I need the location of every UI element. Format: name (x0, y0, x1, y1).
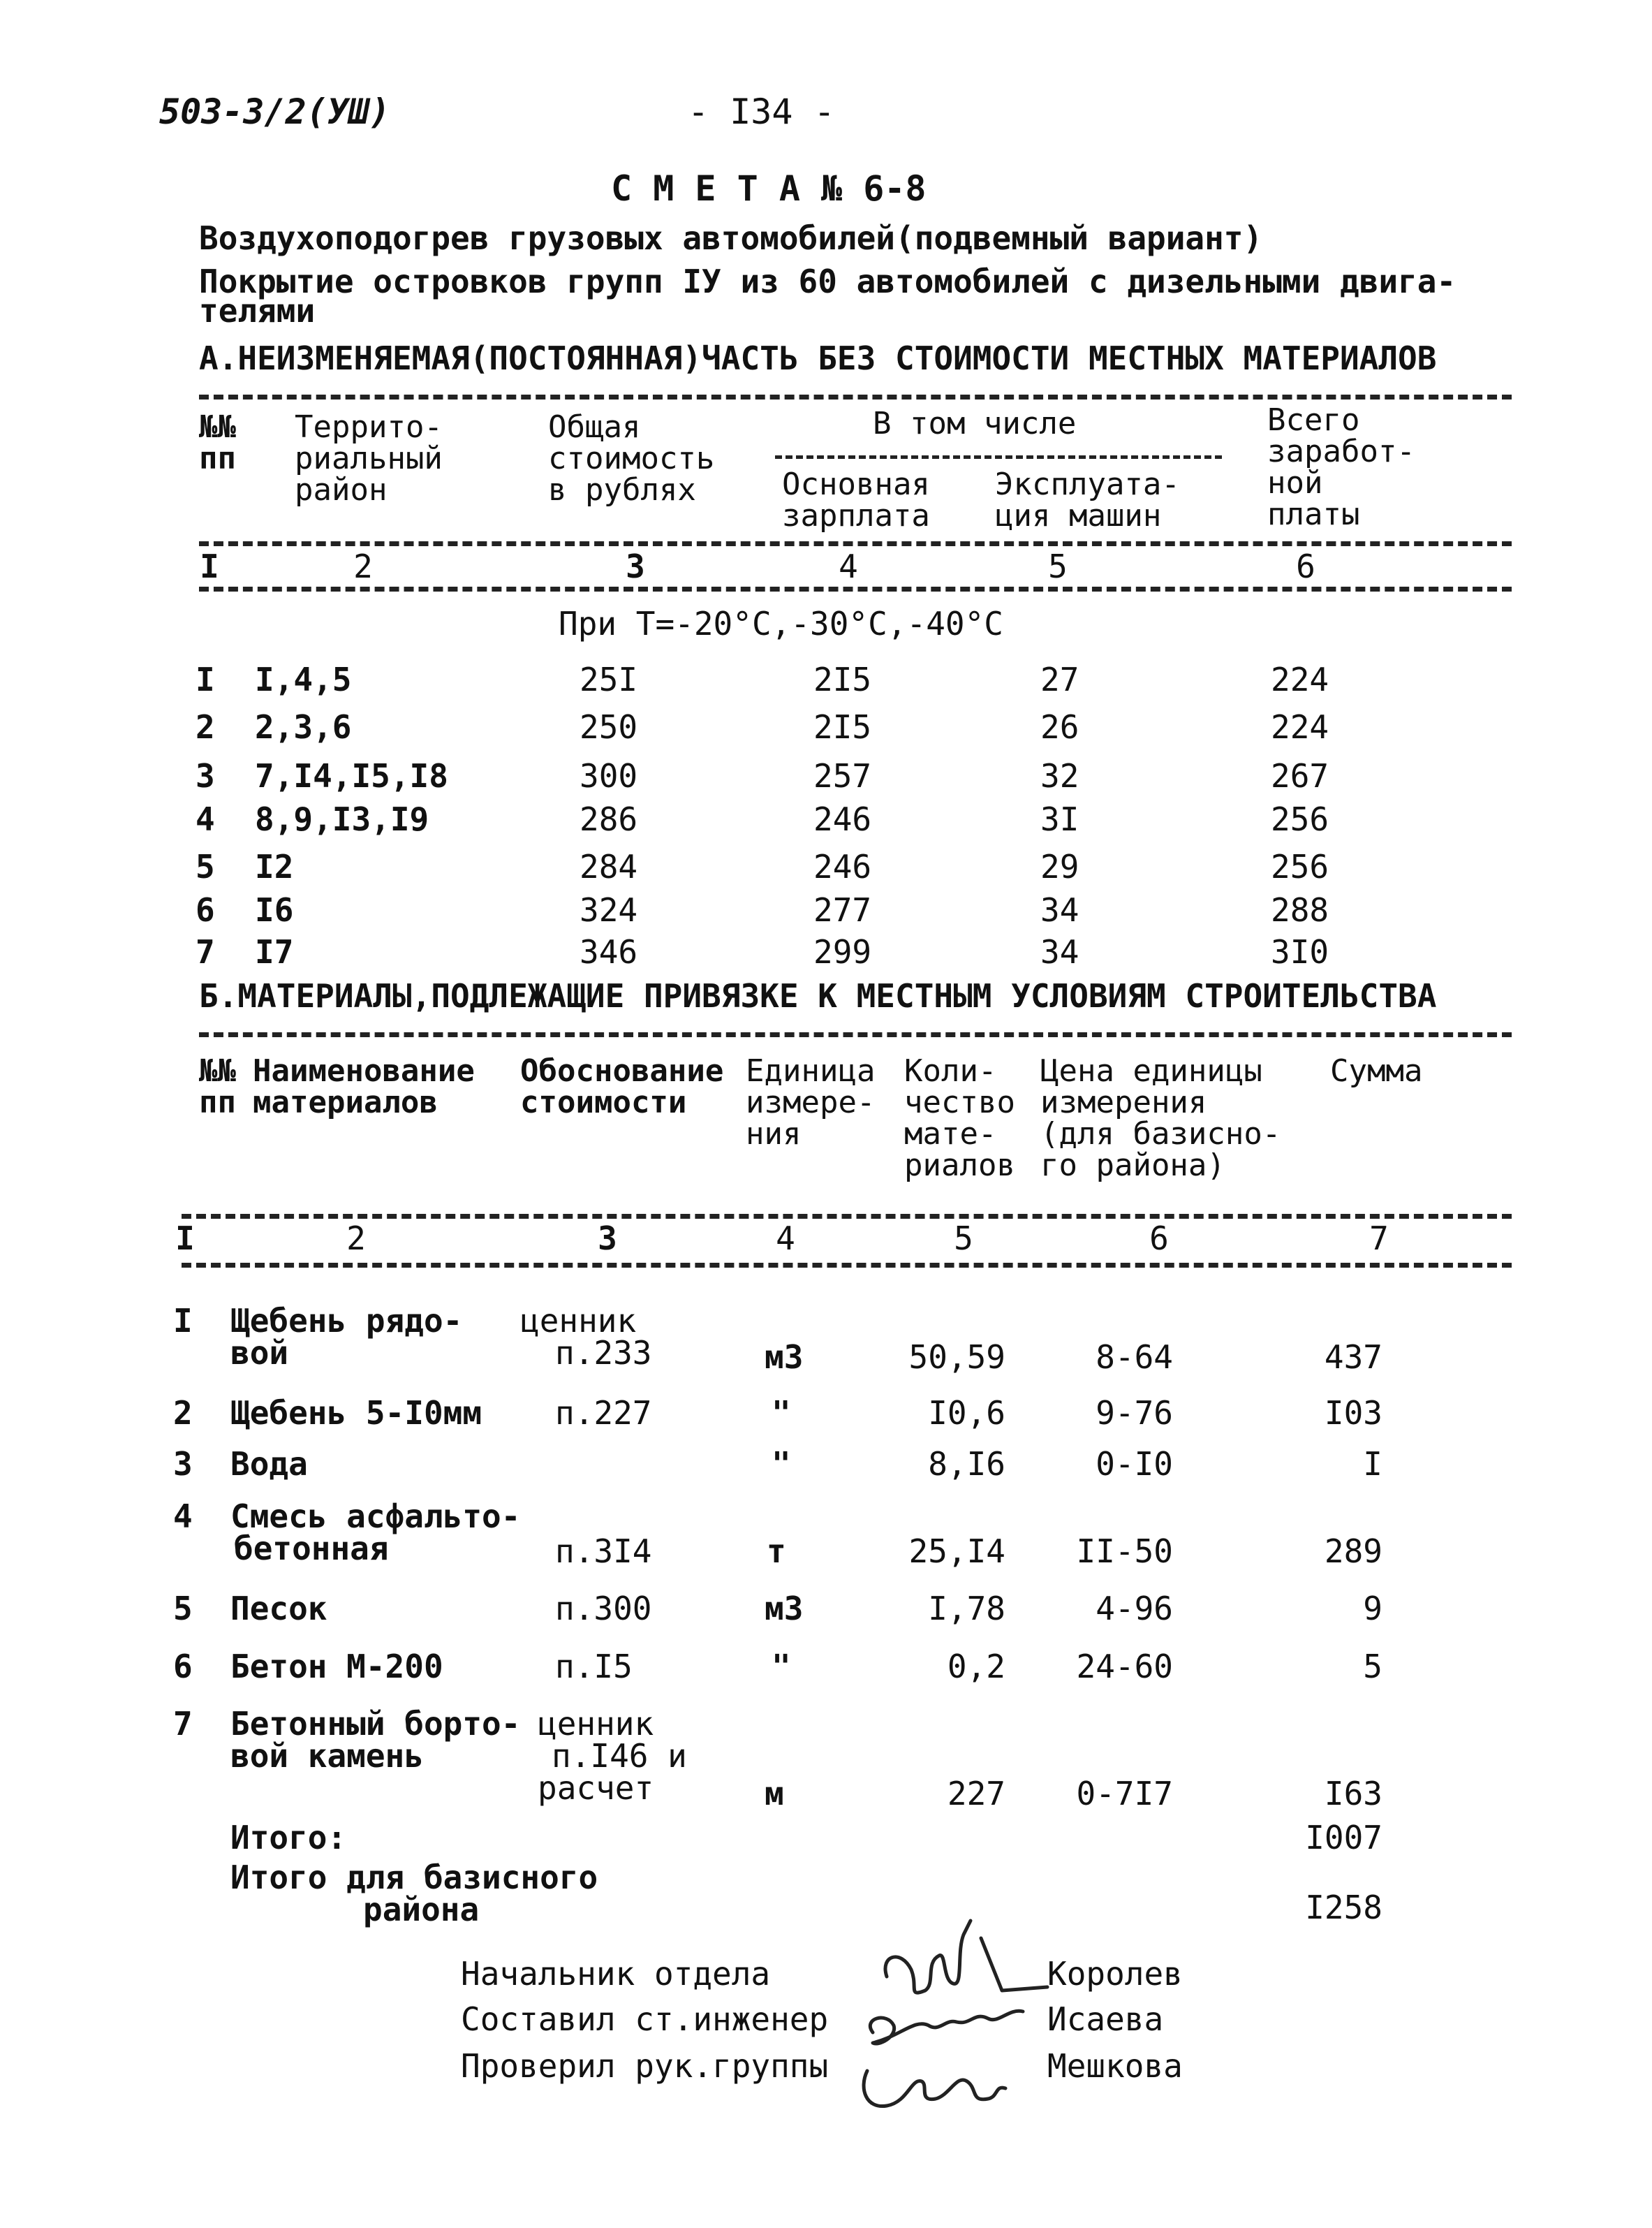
header-num: №№ пп (199, 1053, 236, 1120)
row-wage: 2I5 (813, 661, 872, 698)
col-number: 2 (346, 1219, 366, 1257)
row-cost-basis: ценник п.233 (520, 1302, 652, 1372)
row-num: 5 (173, 1590, 193, 1627)
row-num: 4 (196, 800, 215, 838)
total-label: Итого: (230, 1819, 347, 1856)
handwritten-signatures (859, 1914, 1061, 2123)
subtitle-line-1: Воздухоподогрев грузовых автомобилей(подвемный вариант) (199, 219, 1263, 257)
row-machines: 29 (1040, 848, 1079, 886)
row-num: 2 (196, 708, 215, 746)
row-unit: " (772, 1445, 791, 1483)
section-b-title: Б.МАТЕРИАЛЫ,ПОДЛЕЖАЩИЕ ПРИВЯЗКЕ К МЕСТНЫМ УСЛОВИЯМ СТРОИТЕЛЬСТВА (199, 977, 1437, 1015)
row-num: 5 (196, 848, 215, 886)
row-total-wage: 3I0 (1271, 933, 1329, 971)
row-total-wage: 256 (1271, 800, 1329, 838)
col-number: 6 (1296, 548, 1315, 585)
row-total: 25I (580, 661, 638, 698)
total-base-label: Итого для базисного района (230, 1859, 598, 1928)
col-number: 4 (776, 1219, 795, 1257)
row-total-wage: 267 (1271, 757, 1329, 795)
row-unit-price: 0-I0 (1096, 1445, 1173, 1483)
divider (182, 1263, 1512, 1268)
row-unit: т (767, 1532, 786, 1570)
row-cost-basis: ценник п.I46 и расчет (538, 1705, 687, 1807)
row-unit: м3 (765, 1338, 804, 1376)
row-num: 6 (196, 891, 215, 929)
header-cost-basis: Обоснование стоимости (520, 1053, 724, 1120)
row-material-name: Бетонный борто- вой камень (230, 1705, 521, 1775)
row-region: I6 (255, 891, 294, 929)
row-unit: " (772, 1394, 791, 1432)
row-unit-price: 24-60 (1076, 1648, 1173, 1685)
row-wage: 2I5 (813, 708, 872, 746)
row-num: 3 (196, 757, 215, 795)
row-region: I7 (255, 933, 294, 971)
row-material-name: Щебень рядо- вой (230, 1302, 463, 1372)
row-machines: 27 (1040, 661, 1079, 698)
row-sum: 437 (1324, 1338, 1382, 1376)
row-num: 7 (173, 1705, 193, 1743)
row-sum: I63 (1324, 1775, 1382, 1812)
header-num: №№ пп (199, 409, 236, 476)
header-total-wage: Всего заработ- ной платы (1267, 402, 1415, 532)
header-material-name: Наименование материалов (253, 1053, 475, 1120)
row-unit-price: II-50 (1076, 1532, 1173, 1570)
divider (775, 455, 1222, 459)
divider (199, 541, 1512, 546)
row-quantity: 227 (947, 1775, 1005, 1812)
header-machines: Эксплуата- ция машин (995, 467, 1180, 534)
row-machines: 34 (1040, 933, 1079, 971)
header-basic-wage: Основная зарплата (782, 467, 930, 534)
row-quantity: I,78 (928, 1590, 1005, 1627)
col-number: 6 (1149, 1219, 1169, 1257)
row-num: 6 (173, 1648, 193, 1685)
row-unit-price: 9-76 (1096, 1394, 1173, 1432)
col-number: 2 (353, 548, 373, 585)
col-number: 3 (626, 548, 645, 585)
row-region: 2,3,6 (255, 708, 352, 746)
subtitle-line-3: телями (199, 292, 316, 330)
row-sum: 5 (1363, 1648, 1382, 1685)
signature-name: Мешкова (1047, 2047, 1183, 2085)
row-cost-basis: п.300 (555, 1590, 652, 1627)
row-cost-basis: п.227 (555, 1394, 652, 1432)
row-total-wage: 224 (1271, 661, 1329, 698)
row-wage: 277 (813, 891, 872, 929)
row-quantity: 0,2 (947, 1648, 1005, 1685)
row-unit-price: 4-96 (1096, 1590, 1173, 1627)
row-wage: 246 (813, 848, 872, 886)
divider (199, 1032, 1512, 1037)
row-unit: " (772, 1648, 791, 1685)
col-number: I (200, 548, 219, 585)
row-cost-basis: п.I5 (555, 1648, 633, 1685)
row-machines: 3I (1040, 800, 1079, 838)
row-material-name: Смесь асфальто- бетонная (230, 1497, 521, 1567)
row-unit-price: 0-7I7 (1076, 1775, 1173, 1812)
signature-name: Королев (1047, 1955, 1183, 1993)
row-material-name: Вода (230, 1445, 308, 1483)
col-number: 3 (598, 1219, 617, 1257)
row-total-wage: 256 (1271, 848, 1329, 886)
row-wage: 246 (813, 800, 872, 838)
col-number: 4 (839, 548, 858, 585)
row-num: 7 (196, 933, 215, 971)
document-title: С М Е Т А № 6-8 (611, 168, 927, 209)
row-sum: 289 (1324, 1532, 1382, 1570)
row-num: 4 (173, 1497, 193, 1535)
row-machines: 26 (1040, 708, 1079, 746)
row-num: 3 (173, 1445, 193, 1483)
header-unit-price: Цена единицы измерения (для базисно- го района) (1040, 1053, 1281, 1183)
row-region: 8,9,I3,I9 (255, 800, 429, 838)
row-total-wage: 288 (1271, 891, 1329, 929)
row-quantity: I0,6 (928, 1394, 1005, 1432)
subtitle-line-2: Покрытие островков групп IУ из 60 автомобилей с дизельными двига- (199, 263, 1456, 300)
col-number: I (175, 1219, 195, 1257)
row-sum: I03 (1324, 1394, 1382, 1432)
row-total: 286 (580, 800, 638, 838)
row-total: 300 (580, 757, 638, 795)
header-unit: Единица измере- ния (746, 1053, 876, 1152)
row-unit: м (765, 1775, 784, 1812)
row-region: I,4,5 (255, 661, 352, 698)
row-cost-basis: п.3I4 (555, 1532, 652, 1570)
col-number: 5 (954, 1219, 973, 1257)
row-num: 2 (173, 1394, 193, 1432)
header-including: В том числе (873, 406, 1077, 441)
document-code: 503-3/2(УШ) (159, 91, 391, 132)
row-machines: 32 (1040, 757, 1079, 795)
row-total: 250 (580, 708, 638, 746)
divider (182, 1214, 1512, 1219)
row-material-name: Щебень 5-I0мм (230, 1394, 482, 1432)
row-total: 284 (580, 848, 638, 886)
row-total: 346 (580, 933, 638, 971)
header-quantity: Коли- чество мате- риалов (904, 1053, 1015, 1183)
signature-role: Проверил рук.группы (461, 2047, 829, 2085)
section-a-title: А.НЕИЗМЕНЯЕМАЯ(ПОСТОЯННАЯ)ЧАСТЬ БЕЗ СТОИМОСТИ МЕСТНЫХ МАТЕРИАЛОВ (199, 339, 1437, 377)
total-value: I007 (1305, 1819, 1382, 1856)
row-total-wage: 224 (1271, 708, 1329, 746)
temperature-condition: При Т=-20°С,-30°С,-40°С (559, 605, 1003, 643)
divider (199, 587, 1512, 592)
row-sum: 9 (1363, 1590, 1382, 1627)
row-num: I (173, 1302, 193, 1340)
row-machines: 34 (1040, 891, 1079, 929)
row-wage: 299 (813, 933, 872, 971)
col-number: 5 (1048, 548, 1068, 585)
page-number: - I34 - (688, 91, 835, 132)
row-region: I2 (255, 848, 294, 886)
row-quantity: 25,I4 (908, 1532, 1005, 1570)
col-number: 7 (1369, 1219, 1389, 1257)
signature-name: Исаева (1047, 2000, 1164, 2038)
row-unit: м3 (765, 1590, 804, 1627)
row-total: 324 (580, 891, 638, 929)
row-unit-price: 8-64 (1096, 1338, 1173, 1376)
header-sum: Сумма (1330, 1053, 1423, 1089)
header-region: Террито- риальный район (295, 409, 443, 508)
signature-role: Начальник отдела (461, 1955, 771, 1993)
row-material-name: Бетон М-200 (230, 1648, 443, 1685)
total-base-value: I258 (1305, 1889, 1382, 1926)
row-wage: 257 (813, 757, 872, 795)
row-material-name: Песок (230, 1590, 327, 1627)
row-quantity: 50,59 (908, 1338, 1005, 1376)
row-quantity: 8,I6 (928, 1445, 1005, 1483)
row-region: 7,I4,I5,I8 (255, 757, 448, 795)
signature-role: Составил ст.инженер (461, 2000, 829, 2038)
divider (199, 395, 1512, 400)
row-num: I (196, 661, 215, 698)
row-sum: I (1363, 1445, 1382, 1483)
header-total-cost: Общая стоимость в рублях (548, 409, 715, 508)
